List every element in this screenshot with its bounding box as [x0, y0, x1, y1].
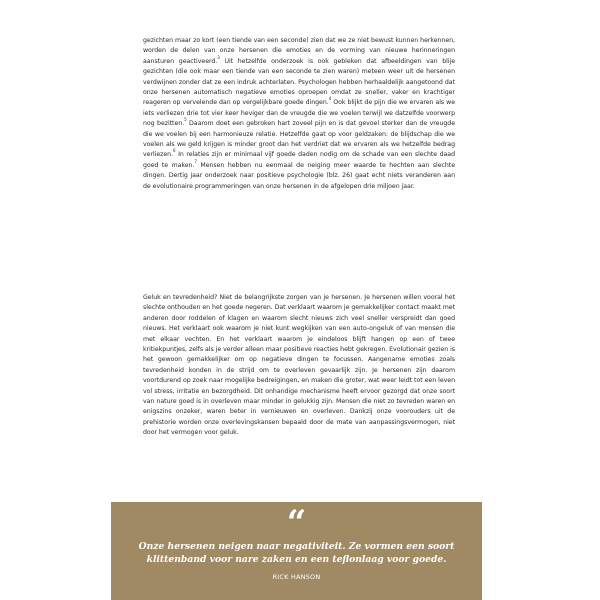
footnote-ref-4: 4 — [328, 96, 332, 102]
quote-author: RICK HANSON — [272, 573, 321, 581]
paragraph-1-text-5: In relaties zijn er minimaal vijf goede daden nodig om de schade van een slechte daad goed te maken. — [143, 151, 455, 169]
paragraph-1-text-2: Uit hetzelfde onderzoek is ook gebleken dat afbeeldingen van blije gezichten (die ook maar een tiende van een seconde te zien waren) meteen weer uit de hersenen verdwijnen zonder dat ze een indruk achterlaten. Psychologen hebben herhaaldelijk aangetoond dat onze hersenen automatisch negatieve emoties oproepen omdat ze sneller, vaker en krachtiger reageren op vervelende dan op vergelijkbare goede dingen. — [143, 57, 455, 107]
quote-mark-icon: “ — [286, 503, 307, 543]
body-paragraph-2: Geluk en tevredenheid? Niet de belangrijkste zorgen van je hersenen. Je hersenen willen vooral het slechte onthouden en het goede negeren. Dat verklaart waarom je gemakkelijker contact maakt met anderen door roddelen of klagen en waarom slecht nieuws zich veel sneller verspreidt dan goed nieuws. Het verklaart ook waarom je niet kunt wegkijken van een auto-ongeluk of van mensen die met elkaar vechten. En het verklaart waarom je eindeloos blijft hangen op een of twee kritiekpuntjes, zelfs als je verder alleen maar positieve reacties hebt gekregen. Evolutionair gezien is het gewoon gemakkelijker om op negatieve dingen te focussen. Aangename emoties zoals tevredenheid konden in de strijd om te overleven gevaarlijk zijn. Je hersenen zijn daarom voortdurend op zoek naar mogelijke bedreigingen, en maken die groter, wat weer leidt tot een leven vol stress, irritatie en bezorgdheid. Dit onhandige mechanisme heeft ervoor gezorgd dat onze soort van nature goed is in overleven maar minder in gelukkig zijn. Mensen die niet zo tevreden waren en enigszins onzeker, waren beter in vernieuwen en overleven. Dankzij onze voorouders uit de prehistorie worden onze overlevingskansen bepaald door de mate van aanpassingsvermogen, niet door het vermogen voor geluk. — [143, 294, 455, 437]
body-paragraph-1 — [143, 36, 455, 192]
page-number: 11 — [572, 583, 581, 591]
pull-quote-text: Onze hersenen neigen naar negativiteit. Ze vormen een soort klittenband voor nare zaken en een teflonlaag voor goede. — [138, 541, 455, 565]
paragraph-1-text-6: Mensen hebben nu eenmaal de neiging meer waarde te hechten aan slechte dingen. Dertig jaar onderzoek naar positieve psychologie (blz. 26) gaat echt niets veranderen aan de evolutionaire programmeringen van onze hersenen in de afgelopen drie miljoen jaar. — [143, 161, 455, 190]
pull-quote-box — [111, 502, 581, 600]
paragraph-1-text-3: Ook blijkt de pijn die we ervaren als we iets verliezen drie tot vier keer heviger dan de vreugde die we voelen terwijl we datzelfde voorwerp nog bezitten. — [143, 99, 456, 128]
footnote-ref-7: 7 — [194, 158, 197, 164]
footnote-ref-6: 6 — [173, 148, 176, 154]
paragraph-1-text-4: Daarom doet een gebroken hart zoveel pijn en is dat gevoel sterker dan de vreugde die we voelen bij een harmonieuze relatie. Hetzelfde gaat op voor geldzaken: de blijdschap die we voelen als we geld krijgen is minder groot dan het verdriet dat we ervaren als we hetzelfde bedrag verliezen. — [143, 120, 455, 159]
footnote-ref-3: 3 — [217, 54, 220, 60]
paragraph-1-text-1: gezichten maar zo kort (een tiende van een seconde) zien dat we ze niet bewust kunnen herkennen, worden de delen van onze hersenen die emoties en de vorming van nieuwe herinneringen aansturen geactiveerd. — [143, 37, 455, 65]
footnote-ref-5: 5 — [184, 117, 187, 123]
